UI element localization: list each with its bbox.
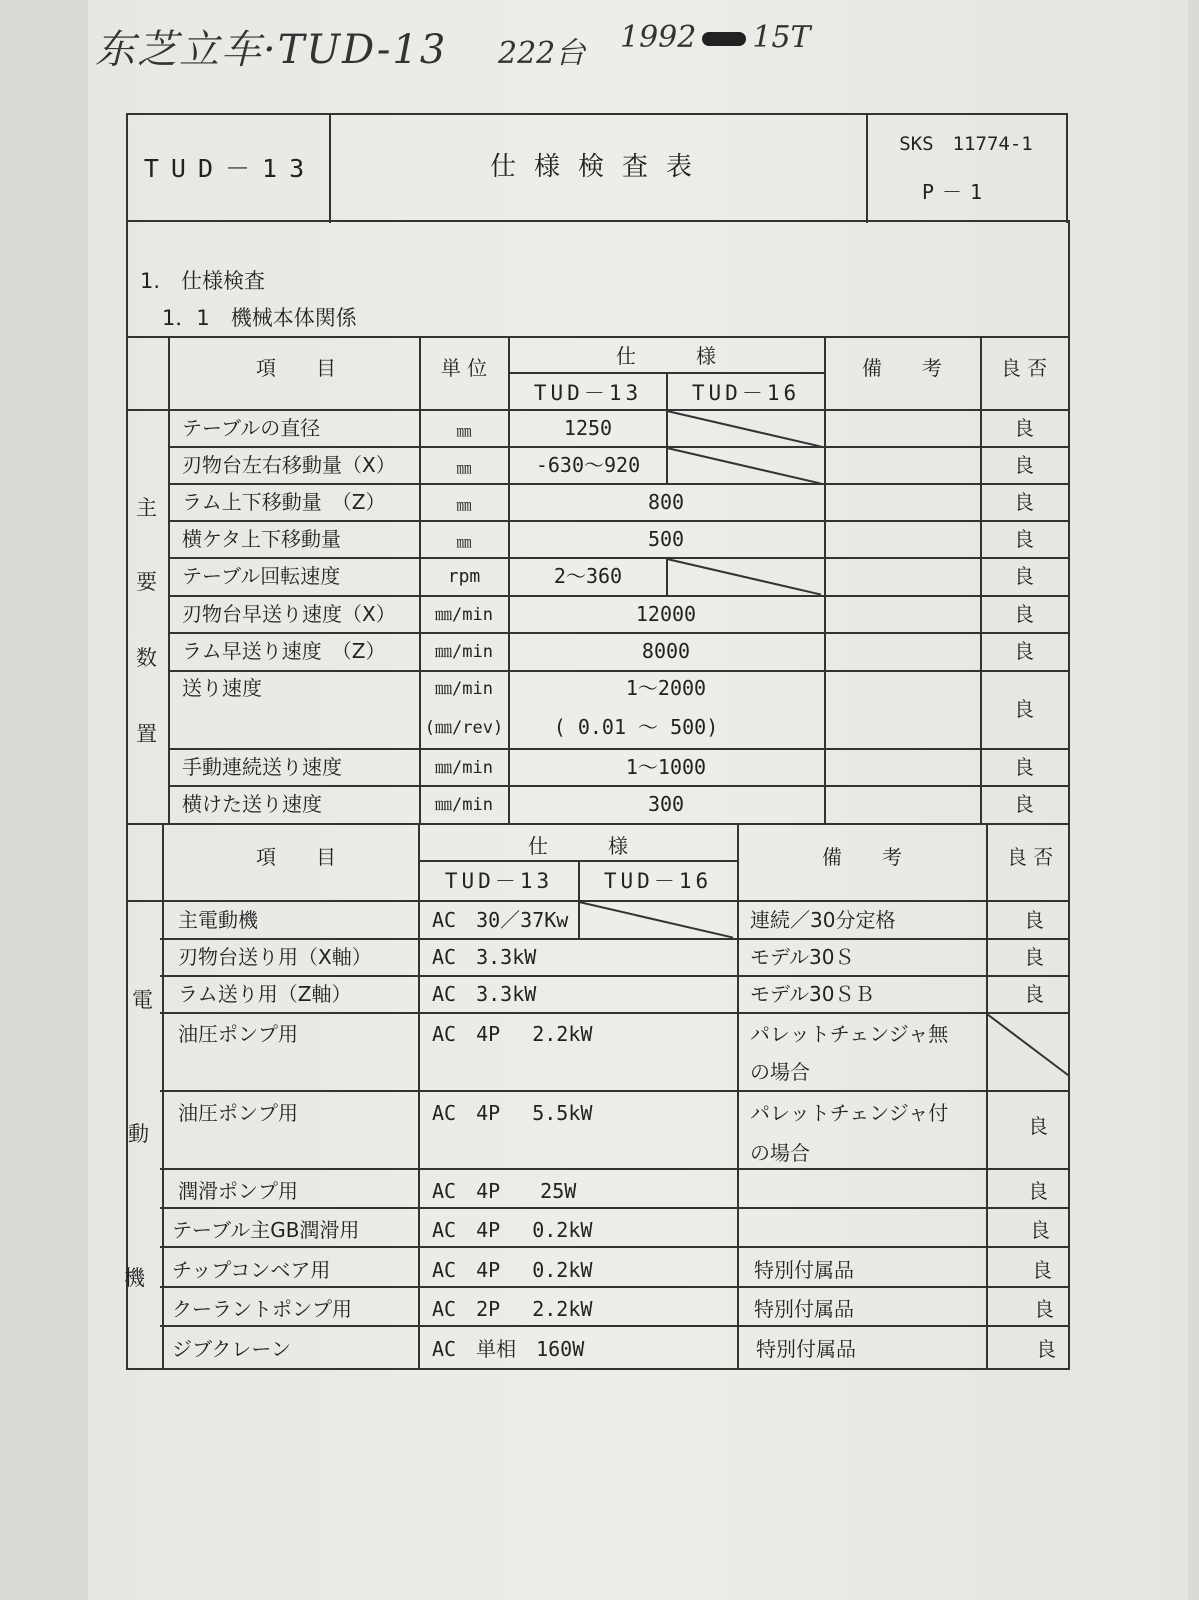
t2-row-judge: 良 bbox=[1036, 1337, 1056, 1361]
t1-row-judge: 良 bbox=[1014, 697, 1034, 721]
t2-row-item: 油圧ポンプ用 bbox=[178, 1101, 298, 1125]
section-heading: 1. 仕様検査 bbox=[140, 269, 266, 293]
t1-head-spec: 仕 様 bbox=[616, 344, 716, 368]
t1-group-char: 要 bbox=[136, 570, 157, 594]
t1-row-unit: rpm bbox=[447, 566, 481, 587]
t2-row-spec: AC 4P 2.2kW bbox=[432, 1022, 593, 1046]
t1-group-char: 数 bbox=[136, 646, 157, 670]
document-number: SKS 11774-1 bbox=[899, 133, 1033, 155]
t2-head-judge: 良 否 bbox=[1006, 845, 1054, 869]
t2-row-remarks: モデル30Ｓ bbox=[750, 945, 855, 969]
t1-row-value: 1～2000 bbox=[625, 676, 707, 700]
t2-row-item: 刃物台送り用（X軸） bbox=[178, 945, 372, 969]
t1-row-value: 800 bbox=[647, 490, 685, 514]
handwritten-year: 1992 bbox=[620, 20, 697, 55]
t1-row-value-secondary: ( 0.01 ～ 500) bbox=[553, 715, 719, 739]
t1-head-unit: 単 位 bbox=[440, 356, 488, 380]
t1-row-judge: 良 bbox=[1014, 416, 1034, 440]
header-model: TUD－13 bbox=[143, 154, 317, 183]
t2-row-judge: 良 bbox=[1024, 908, 1044, 932]
t1-group-char: 主 bbox=[136, 496, 157, 520]
t1-head-item: 項 目 bbox=[256, 356, 336, 380]
t1-row-item: ラム早送り速度 （Z） bbox=[182, 639, 386, 663]
t1-row-judge: 良 bbox=[1014, 564, 1034, 588]
t2-row-judge: 良 bbox=[1028, 1179, 1048, 1203]
t2-group-char: 動 bbox=[128, 1122, 149, 1146]
t1-row-judge: 良 bbox=[1014, 527, 1034, 551]
t1-row-unit: ㎜/min bbox=[435, 679, 493, 699]
t2-row-remarks: 特別付属品 bbox=[754, 1297, 854, 1321]
t1-row-item: 刃物台早送り速度（X） bbox=[182, 602, 396, 626]
t2-row-item: 油圧ポンプ用 bbox=[178, 1022, 298, 1046]
ink-blot-icon bbox=[702, 32, 746, 46]
handwritten-count: 222台 bbox=[498, 36, 586, 71]
t2-row-judge: 良 bbox=[1030, 1218, 1050, 1242]
t2-row-judge: 良 bbox=[1032, 1258, 1052, 1282]
t1-row-unit: ㎜ bbox=[456, 533, 472, 551]
t2-row-spec: AC 4P 0.2kW bbox=[432, 1258, 593, 1282]
t1-row-value: -630～920 bbox=[535, 453, 641, 477]
t1-row-item: テーブルの直径 bbox=[182, 416, 321, 440]
t2-row-spec: AC 3.3kW bbox=[432, 945, 537, 969]
t1-row-unit: ㎜/min bbox=[435, 758, 493, 778]
t2-row-item: テーブル主GB潤滑用 bbox=[172, 1218, 360, 1242]
t1-row-value: 12000 bbox=[635, 602, 697, 626]
handwritten-note: 东芝立车·TUD-13 bbox=[95, 27, 448, 73]
t1-head-model-a: TUD－13 bbox=[533, 381, 643, 405]
t1-row-item: テーブル回転速度 bbox=[182, 564, 341, 588]
t1-row-unit: ㎜ bbox=[456, 422, 472, 440]
t1-row-unit: ㎜/min bbox=[435, 795, 493, 815]
t1-row-judge: 良 bbox=[1014, 755, 1034, 779]
t2-row-remarks: パレットチェンジャ付 bbox=[750, 1101, 949, 1125]
t2-row-judge: 良 bbox=[1024, 945, 1044, 969]
t2-row-judge: 良 bbox=[1028, 1114, 1048, 1138]
t1-row-item: ラム上下移動量 （Z） bbox=[182, 490, 386, 514]
t1-row-judge: 良 bbox=[1014, 602, 1034, 626]
handwritten-year-weight bbox=[620, 20, 811, 55]
t1-row-value: 500 bbox=[647, 527, 685, 551]
t1-row-value: 1250 bbox=[563, 416, 613, 440]
t2-row-spec: AC 4P 25W bbox=[432, 1179, 577, 1203]
t2-head-remarks: 備 考 bbox=[822, 845, 902, 869]
t1-group-char: 置 bbox=[136, 722, 157, 746]
t2-head-model-b: TUD－16 bbox=[603, 869, 713, 893]
t1-row-value: 1～1000 bbox=[625, 755, 707, 779]
t1-head-judge: 良 否 bbox=[1000, 356, 1048, 380]
t2-row-judge: 良 bbox=[1034, 1297, 1054, 1321]
t2-row-item: クーラントポンプ用 bbox=[172, 1297, 352, 1321]
t2-head-model-a: TUD－13 bbox=[444, 869, 554, 893]
t1-row-judge: 良 bbox=[1014, 639, 1034, 663]
t2-row-spec: AC 30／37Kw bbox=[432, 908, 569, 932]
t1-row-unit: ㎜ bbox=[456, 496, 472, 514]
t2-row-item: ジブクレーン bbox=[172, 1337, 291, 1361]
t2-row-item: 主電動機 bbox=[178, 908, 258, 932]
t2-row-remarks: 特別付属品 bbox=[756, 1337, 856, 1361]
t1-row-value: 2～360 bbox=[553, 564, 623, 588]
t1-row-item: 手動連続送り速度 bbox=[182, 755, 342, 779]
document-title: 仕様検査表 bbox=[489, 152, 711, 182]
t2-row-remarks-secondary: の場合 bbox=[750, 1060, 810, 1084]
t2-row-spec: AC 4P 5.5kW bbox=[432, 1101, 593, 1125]
t1-row-item: 刃物台左右移動量（X） bbox=[182, 453, 396, 477]
t2-row-remarks: パレットチェンジャ無 bbox=[750, 1022, 949, 1046]
t2-row-remarks-secondary: の場合 bbox=[750, 1141, 810, 1165]
t1-row-item: 横けた送り速度 bbox=[182, 792, 322, 816]
t2-row-remarks: 特別付属品 bbox=[754, 1258, 854, 1282]
t1-row-judge: 良 bbox=[1014, 453, 1034, 477]
t1-row-value: 300 bbox=[647, 792, 685, 816]
t2-row-spec: AC 3.3kW bbox=[432, 982, 537, 1006]
t1-row-unit: ㎜ bbox=[456, 459, 472, 477]
t1-row-judge: 良 bbox=[1014, 792, 1034, 816]
t2-row-spec: AC 2P 2.2kW bbox=[432, 1297, 593, 1321]
t2-group-char: 電 bbox=[132, 988, 153, 1012]
t2-row-item: 潤滑ポンプ用 bbox=[178, 1179, 298, 1203]
t1-row-item: 送り速度 bbox=[182, 676, 262, 700]
t1-row-value: 8000 bbox=[641, 639, 691, 663]
page-number: P－1 bbox=[921, 180, 991, 204]
t1-row-unit: ㎜/min bbox=[435, 642, 493, 662]
t2-row-spec: AC 単相 160W bbox=[432, 1337, 585, 1361]
t1-row-unit: ㎜/min bbox=[435, 605, 493, 625]
handwritten-weight: 15T bbox=[752, 20, 811, 55]
t1-row-unit-secondary: (㎜/rev) bbox=[424, 718, 504, 738]
t2-row-remarks: モデル30ＳＢ bbox=[750, 982, 875, 1006]
t2-row-remarks: 連続／30分定格 bbox=[750, 908, 896, 932]
t2-group-char: 機 bbox=[124, 1266, 145, 1290]
t2-row-spec: AC 4P 0.2kW bbox=[432, 1218, 593, 1242]
t2-row-item: チップコンベア用 bbox=[172, 1258, 331, 1282]
t1-head-model-b: TUD－16 bbox=[691, 381, 801, 405]
t1-head-remarks: 備 考 bbox=[862, 356, 942, 380]
t2-head-spec: 仕 様 bbox=[528, 834, 628, 858]
subsection-heading: 1．1 機械本体関係 bbox=[162, 306, 357, 330]
t1-row-judge: 良 bbox=[1014, 490, 1034, 514]
t2-row-judge: 良 bbox=[1024, 982, 1044, 1006]
t2-head-item: 項 目 bbox=[256, 845, 336, 869]
t1-row-item: 横ケタ上下移動量 bbox=[182, 527, 341, 551]
t2-row-item: ラム送り用（Z軸） bbox=[178, 982, 352, 1006]
